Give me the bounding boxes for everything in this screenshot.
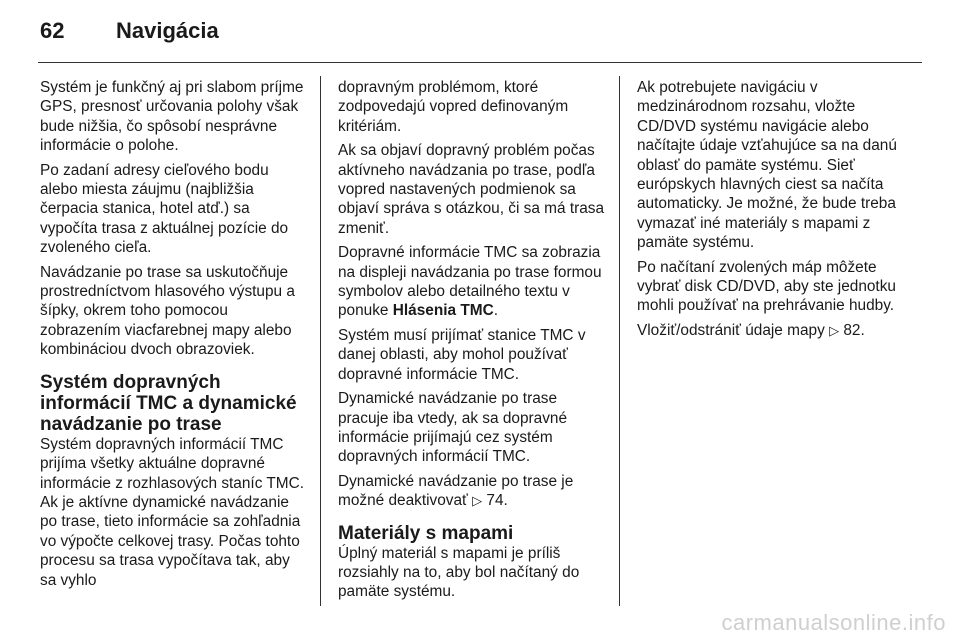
paragraph: Ak potrebujete navigáciu v medzinárodnom rozsahu, vložte CD/DVD systému navigácie alebo načítajte údaje vzťahujúce sa na danú oblasť do pamäte systému. Sieť európskych hlavných ciest sa načíta automaticky. Je možné, že bude treba vymazať iné materiály s mapami z pamäte systému.: [637, 79, 897, 252]
paragraph: Po zadaní adresy cieľového bodu alebo miesta záujmu (najbližšia čerpacia stanica, hotel atď.) sa vypočíta trasa z aktuálnej pozície do zvoleného cieľa.: [40, 161, 289, 257]
paragraph-end: .: [493, 302, 498, 320]
page-header: [40, 18, 219, 48]
paragraph: Ak sa objaví dopravný problém počas aktívneho navádzania po trase, podľa vopred nastavených podmienok sa objaví správa s otázkou, či sa má trasa zmeniť.: [338, 142, 605, 237]
paragraph: [637, 321, 905, 340]
page-number: 62: [40, 18, 65, 43]
paragraph-text: Vložiť/odstrániť údaje mapy: [637, 321, 830, 339]
column-1: [40, 78, 308, 595]
paragraph-text: Dynamické navádzanie po trase je možné deaktivovať: [338, 472, 574, 510]
section-heading-tmc: Systém dopravných informácií TMC a dynamické navádzanie po trase: [40, 371, 297, 435]
column-divider: [320, 76, 321, 606]
paragraph: [338, 243, 606, 321]
paragraph: Dynamické navádzanie po trase pracuje iba vtedy, ak sa dopravné informácie prijímajú cez systém dopravných informácií TMC.: [338, 390, 568, 466]
page-reference-link[interactable]: 74.: [486, 492, 508, 510]
section-heading-maps: Materiály s mapami: [338, 522, 514, 544]
header-rule: [38, 62, 922, 63]
paragraph: Úplný materiál s mapami je príliš rozsiahly na to, aby bol načítaný do pamäte systému.: [338, 544, 580, 601]
chapter-title: Navigácia: [116, 18, 219, 43]
column-divider: [619, 76, 620, 606]
column-2: [338, 78, 606, 607]
page-reference-link[interactable]: 82.: [843, 321, 865, 339]
page-reference-arrow-icon: ▷: [472, 493, 483, 509]
paragraph: [338, 472, 606, 511]
paragraph-text: Dopravné informácie TMC sa zobrazia na displeji navádzania po trase formou symbolov alebo detailného textu v ponuke: [338, 244, 602, 320]
paragraph: Navádzanie po trase sa uskutočňuje prostredníctvom hlasového výstupu a šípky, okrem toho pomocou zobrazením viacfarebnej mapy alebo kombináciou dvoch obrazoviek.: [40, 263, 295, 359]
paragraph: Po načítaní zvolených máp môžete vybrať disk CD/DVD, aby ste jednotku mohli používať na prehrávanie hudby.: [637, 258, 896, 315]
watermark: carmanualsonline.info: [721, 610, 946, 635]
paragraph: Systém dopravných informácií TMC prijíma všetky aktuálne dopravné informácie z rozhlasových staníc TMC. Ak je aktívne dynamické navádzanie po trase, tieto informácie sa zohľadnia vo výpočte celkovej trasy. Počas tohto procesu sa trasa vypočítava tak, aby sa vyhlo: [40, 435, 305, 589]
paragraph: Systém musí prijímať stanice TMC v danej oblasti, aby mohol používať dopravné informácie TMC.: [338, 326, 586, 383]
menu-name-tmc-messages: Hlásenia TMC: [392, 302, 494, 320]
paragraph: Systém je funkčný aj pri slabom príjme GPS, presnosť určovania polohy však bude nižšia, čo spôsobí nesprávne informácie o polohe.: [40, 79, 304, 155]
paragraph: dopravným problémom, ktoré zodpovedajú vopred definovaným kritériám.: [338, 79, 569, 135]
column-3: [637, 78, 905, 345]
page-reference-arrow-icon: ▷: [829, 322, 840, 338]
